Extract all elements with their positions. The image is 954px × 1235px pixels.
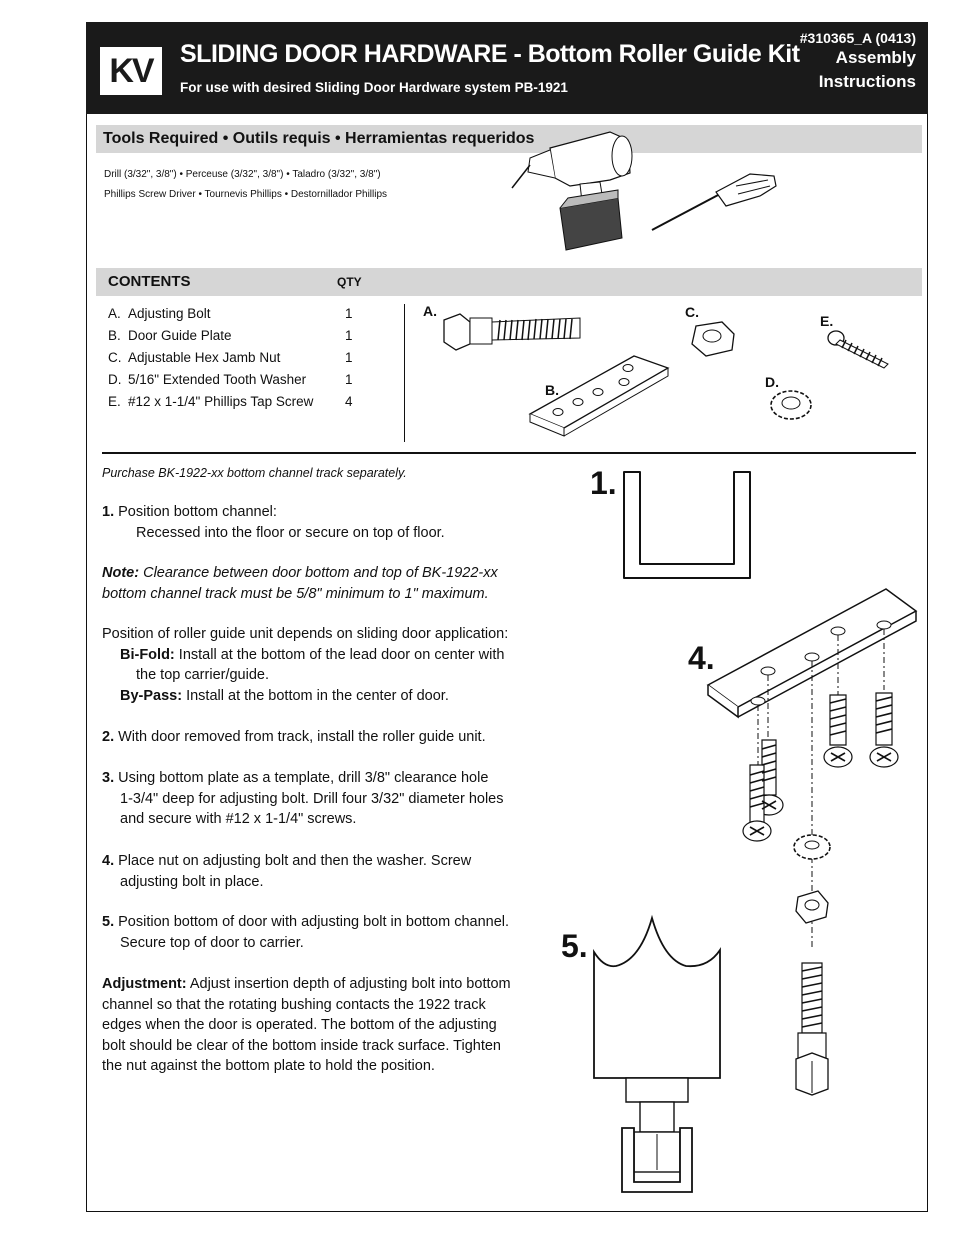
step-number: 2. — [102, 729, 115, 745]
doc-number: #310365_A (0413) — [799, 30, 916, 46]
bottom-channel-diagram — [620, 468, 755, 583]
tools-heading: Tools Required • Outils requis • Herramientas requeridos — [96, 125, 922, 153]
figure-4-label: 4. — [688, 640, 715, 676]
list-item-name: #12 x 1-1/4" Phillips Tap Screw — [128, 394, 314, 409]
clearance-note — [102, 563, 522, 604]
qty-heading: QTY — [337, 275, 362, 289]
list-item-qty: 1 — [345, 306, 353, 321]
part-label-c: C. — [685, 304, 699, 320]
list-item-name: Adjusting Bolt — [128, 306, 211, 321]
list-item-name: Adjustable Hex Jamb Nut — [128, 350, 281, 365]
step-text-3: and secure with #12 x 1-1/4" screws. — [120, 811, 357, 827]
doc-info — [800, 30, 916, 94]
kv-logo: KV — [100, 47, 162, 95]
header-bar — [86, 22, 928, 114]
bifold-text-2: the top carrier/guide. — [136, 667, 269, 683]
figure-1-label: 1. — [590, 465, 617, 501]
tools-line-1: Drill (3/32", 3/8") • Perceuse (3/32", 3/8") • Taladro (3/32", 3/8") — [104, 169, 381, 180]
part-label-e: E. — [820, 313, 834, 329]
list-item-letter: C. — [108, 350, 122, 365]
step-text: Place nut on adjusting bolt and then the washer. Screw — [118, 853, 472, 869]
step-5 — [102, 912, 522, 953]
doc-type-line1: Assembly — [835, 48, 916, 67]
part-label-d: D. — [765, 374, 779, 390]
purchase-note: Purchase BK-1922-xx bottom channel track separately. — [102, 466, 407, 480]
step-1 — [102, 502, 522, 543]
adjustment-text-3: edges when the door is operated. The bottom of the adjusting — [102, 1017, 497, 1033]
list-item-letter: B. — [108, 328, 121, 343]
bypass-label: By-Pass: — [120, 687, 183, 704]
screwdriver-icon — [650, 168, 780, 238]
list-item-qty: 1 — [345, 372, 353, 387]
section-divider — [102, 452, 916, 454]
step-text: Using bottom plate as a template, drill 3/8" clearance hole — [118, 770, 489, 786]
hex-nut-icon — [688, 320, 738, 360]
adjustment-text: Adjust insertion depth of adjusting bolt into bottom — [189, 976, 511, 992]
step-number: 3. — [102, 770, 115, 786]
adjustment-section — [102, 974, 522, 1077]
step-text-2: Secure top of door to carrier. — [120, 934, 304, 951]
step-subtext: Recessed into the floor or secure on top of floor. — [136, 524, 445, 541]
list-item-qty: 1 — [345, 350, 353, 365]
bifold-text: Install at the bottom of the lead door on center with — [178, 646, 505, 663]
tap-screw-icon — [826, 328, 896, 372]
door-guide-plate-icon — [528, 352, 678, 442]
drill-icon — [510, 128, 640, 258]
step-4 — [102, 851, 522, 892]
adjusting-bolt-icon — [440, 308, 590, 358]
list-item-letter: D. — [108, 372, 122, 387]
step-number: 5. — [102, 914, 115, 930]
note-text-2: bottom channel track must be 5/8" minimum to 1" maximum. — [102, 585, 489, 602]
note-text: Clearance between door bottom and top of BK-1922-xx — [143, 565, 498, 581]
part-label-b: B. — [545, 382, 559, 398]
part-label-a: A. — [423, 303, 437, 319]
list-item-name: Door Guide Plate — [128, 328, 232, 343]
page-title: SLIDING DOOR HARDWARE - Bottom Roller Guide Kit — [180, 40, 800, 68]
tools-line-2: Phillips Screw Driver • Tournevis Phillips • Destornillador Phillips — [104, 189, 388, 200]
position-text: Position of roller guide unit depends on sliding door application: — [102, 626, 509, 642]
contents-heading: CONTENTS — [108, 273, 191, 290]
page-subtitle: For use with desired Sliding Door Hardware system PB-1921 — [180, 80, 568, 95]
note-label: Note: — [102, 565, 140, 581]
door-channel-diagram — [590, 912, 735, 1202]
list-item-letter: A. — [108, 306, 121, 321]
step-2 — [102, 727, 522, 748]
doc-type-line2: Instructions — [818, 72, 916, 91]
step-3 — [102, 768, 522, 830]
figure-5-label: 5. — [561, 928, 588, 964]
step-text: Position bottom channel: — [118, 504, 277, 520]
contents-divider — [404, 304, 405, 442]
adjustment-text-5: the nut against the bottom plate to hold the position. — [102, 1058, 435, 1074]
step-number: 1. — [102, 504, 115, 520]
contents-header — [96, 268, 922, 296]
bypass-text: Install at the bottom in the center of door. — [186, 687, 449, 704]
step-text-2: 1-3/4" deep for adjusting bolt. Drill four 3/32" diameter holes — [120, 790, 504, 807]
list-item-qty: 4 — [345, 394, 353, 409]
step-text: Position bottom of door with adjusting bolt in bottom channel. — [118, 914, 510, 930]
bifold-label: Bi-Fold: — [120, 646, 175, 663]
adjustment-text-4: bolt should be clear of the bottom inside track surface. Tighten — [102, 1037, 501, 1054]
position-section — [102, 624, 522, 706]
adjustment-label: Adjustment: — [102, 976, 187, 992]
step-text-2: adjusting bolt in place. — [120, 873, 264, 890]
tooth-washer-icon — [766, 385, 816, 425]
step-text: With door removed from track, install the roller guide unit. — [118, 729, 486, 745]
list-item-name: 5/16" Extended Tooth Washer — [128, 372, 307, 387]
list-item-letter: E. — [108, 394, 121, 409]
adjustment-text-2: channel so that the rotating bushing contacts the 1922 track — [102, 996, 486, 1013]
step-number: 4. — [102, 853, 115, 869]
list-item-qty: 1 — [345, 328, 353, 343]
